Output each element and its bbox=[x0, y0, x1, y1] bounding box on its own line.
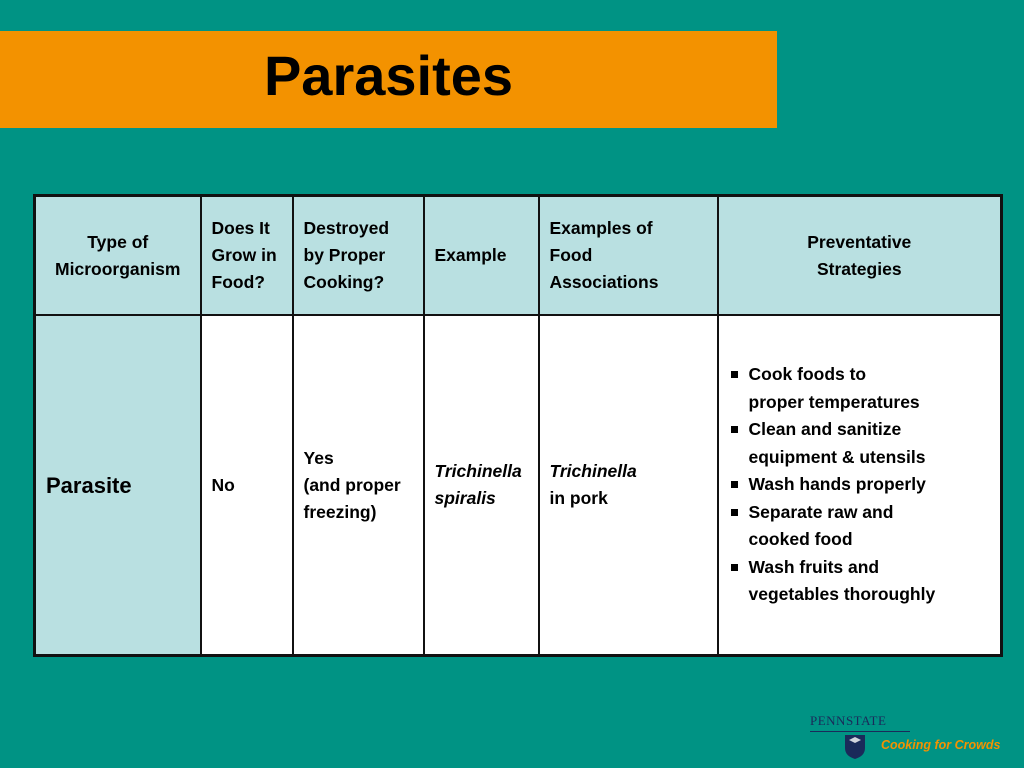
logo-rule bbox=[810, 731, 910, 732]
header-grows: Does It Grow in Food? bbox=[201, 196, 293, 316]
tagline: Cooking for Crowds bbox=[881, 738, 1001, 752]
pennstate-wordmark: PENNSTATE bbox=[810, 713, 887, 728]
association-organism: Trichinella bbox=[549, 461, 637, 481]
shield-icon bbox=[844, 734, 866, 760]
header-example: Example bbox=[424, 196, 539, 316]
slide-title: Parasites bbox=[263, 44, 514, 107]
table-header-row bbox=[35, 196, 1002, 316]
strategies-list bbox=[729, 361, 991, 609]
strategy-item: Cook foods to proper temperatures bbox=[729, 361, 991, 416]
strategy-item: Separate raw and cooked food bbox=[729, 499, 991, 554]
cell-example: Trichinella spiralis bbox=[424, 315, 539, 656]
strategy-item: Wash hands properly bbox=[729, 471, 991, 499]
strategy-item: Clean and sanitize equipment & utensils bbox=[729, 416, 991, 471]
cell-destroyed: Yes (and proper freezing) bbox=[293, 315, 424, 656]
strategy-item: Wash fruits and vegetables thoroughly bbox=[729, 554, 991, 609]
header-destroyed: Destroyed by Proper Cooking? bbox=[293, 196, 424, 316]
header-associations: Examples of Food Associations bbox=[539, 196, 718, 316]
cell-grows: No bbox=[201, 315, 293, 656]
table-row bbox=[35, 315, 1002, 656]
cell-strategies bbox=[718, 315, 1002, 656]
header-type: Type of Microorganism bbox=[35, 196, 201, 316]
cell-associations bbox=[539, 315, 718, 656]
title-bar bbox=[0, 31, 777, 128]
cell-type: Parasite bbox=[35, 315, 201, 656]
association-food: in pork bbox=[549, 488, 608, 508]
parasites-table bbox=[33, 194, 1003, 657]
header-strategies: Preventative Strategies bbox=[718, 196, 1002, 316]
